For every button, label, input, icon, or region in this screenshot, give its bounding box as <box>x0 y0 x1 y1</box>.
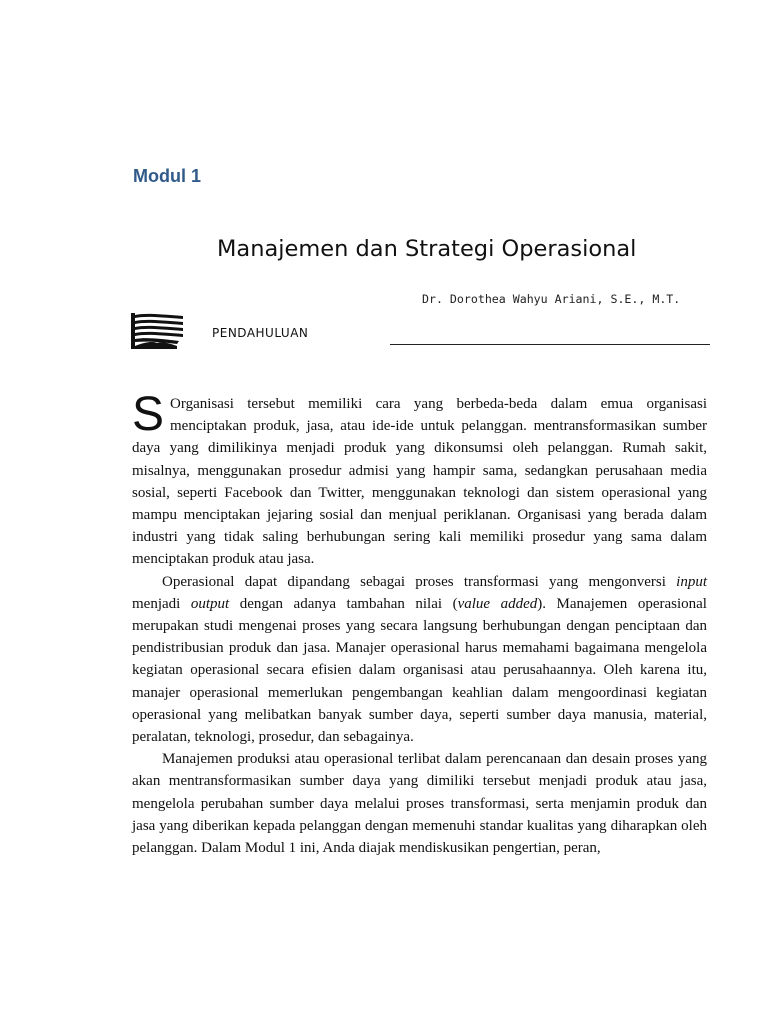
paragraph-3: Manajemen produksi atau operasional terlibat dalam perencanaan dan desain proses yang akan mentransformasikan sumber daya yang dimiliki tersebut menjadi produk atau jasa, mengelola perubahan sumber daya melalui proses transformasi, serta menjamin produk dan jasa yang diberikan kepada pelanggan dengan memenuhi standar kualitas yang diharapkan oleh pelanggan. Dalam Modul 1 ini, Anda diajak mendiskusikan pengertian, peran, <box>132 751 707 857</box>
paragraph-2-text-a: Operasional dapat dipandang sebagai proses transformasi yang mengonversi <box>162 573 677 590</box>
term-value-added: value added <box>457 595 538 612</box>
open-book-icon <box>131 313 185 349</box>
term-input: input <box>676 573 707 590</box>
module-label: Modul 1 <box>133 166 201 186</box>
paragraph-2-text-d: ). Manajemen operasional merupakan studi mengenai proses yang secara langsung berhubungan dengan penciptaan dan pendistribusian produk dan jasa. Manajer operasional harus memahami bagaimana mengelola kegiatan operasional secara efisien dalam organisasi atau perusahaannya. Oleh karena itu, manajer operasional memerlukan pengembangan keahlian dalam mengoordinasi kegiatan operasional yang melibatkan banyak sumber daya, seperti sumber daya manusia, material, peralatan, teknologi, prosedur, dan sebagainya. <box>132 595 707 746</box>
paragraph-1-line-1: Organisasi tersebut memiliki cara yang berbeda-beda dalam emua <box>170 396 634 412</box>
paragraph-2-text-b: menjadi <box>132 595 191 612</box>
paragraph-2 <box>132 571 707 749</box>
paragraph-2-text-c: dengan adanya tambahan nilai ( <box>229 595 458 612</box>
body-text <box>132 388 708 859</box>
module-title: Manajemen dan Strategi Operasional <box>217 236 637 262</box>
section-heading-rule <box>390 344 710 345</box>
section-heading: PENDAHULUAN <box>212 326 309 340</box>
paragraph-1-rest: mentransformasikan sumber daya yang dimilikinya menjadi produk yang dikonsumsi oleh pelanggan. Rumah sakit, misalnya, menggunakan prosedur admisi yang hampir sama, sedangkan perusahaan media sosial, seperti Facebook dan Twitter, menggunakan teknologi dan sistem operasional yang mampu menciptakan jejaring sosial dan menjual periklanan. Organisasi yang berada dalam industri yang tidak saling berhubungan sering kali memiliki prosedur yang sama dalam menciptakan produk atau jasa. <box>132 418 708 568</box>
paragraph-1-line-2: organisasi menciptakan produk, jasa, atau ide-ide untuk pelanggan. <box>170 396 707 435</box>
dropcap-letter: S <box>132 388 165 441</box>
paragraph-1 <box>132 388 708 571</box>
author-name: Dr. Dorothea Wahyu Ariani, S.E., M.T. <box>422 292 681 306</box>
term-output: output <box>190 595 230 612</box>
